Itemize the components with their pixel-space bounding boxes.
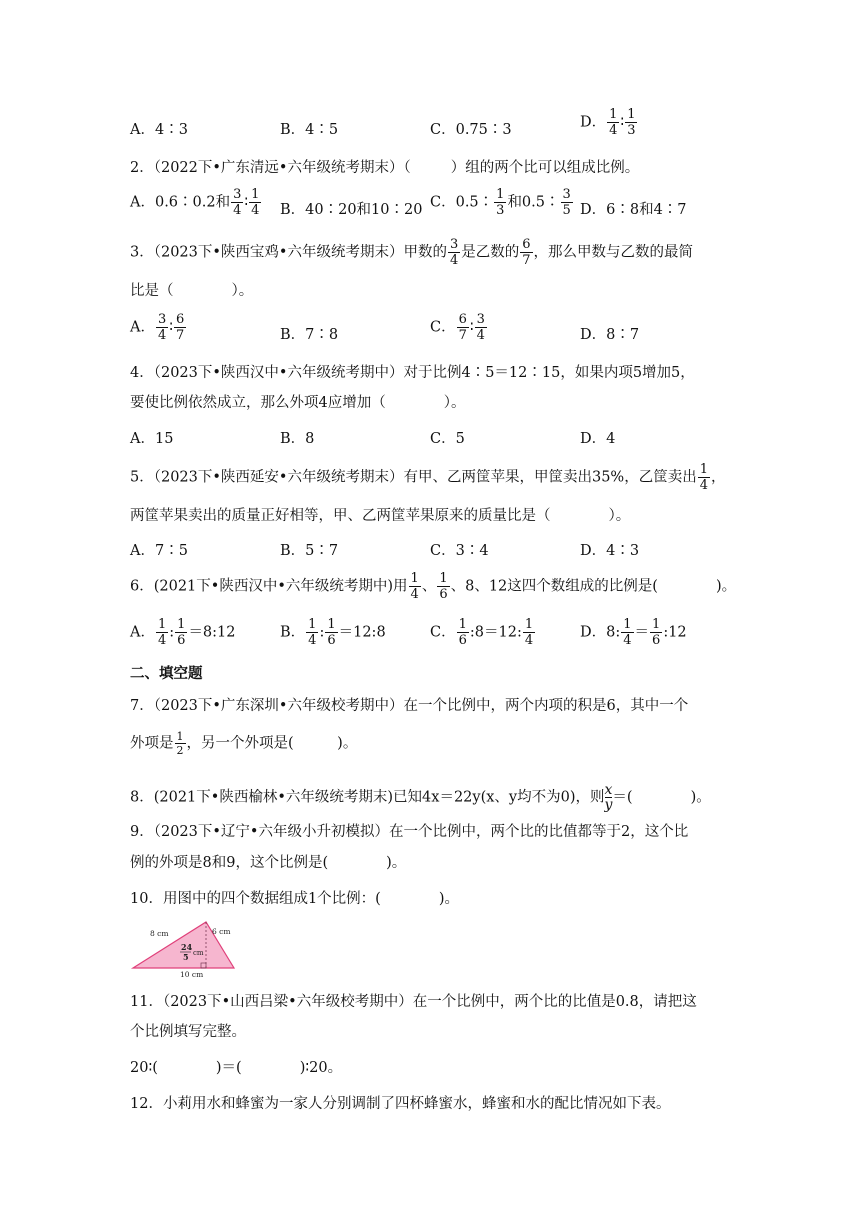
fraction: $\frac{1}{4}$ (157, 617, 167, 648)
q5-option-c: C．3∶4 (430, 543, 489, 559)
fraction: $\frac{1}{4}$ (699, 462, 708, 493)
fraction: $\frac{1}{4}$ (623, 617, 632, 648)
q4-option-c: C．5 (430, 431, 465, 447)
q5-option-d: D．4∶3 (580, 543, 640, 559)
q6-option-c: C． $\frac{1}{6}$ :8＝12: $\frac{1}{4}$ (430, 617, 534, 648)
fraction: $\frac{1}{4}$ (524, 617, 534, 648)
fraction: $\frac{1}{3}$ (496, 187, 505, 218)
q1-option-b (280, 118, 338, 139)
q9-stem-line1: 9．（2023下•辽宁•六年级小升初模拟）在一个比例中，两个比的比值都等于2，这个比 (130, 824, 689, 840)
q11-stem-line3: 20∶( )＝( )∶20。 (130, 1060, 343, 1076)
q6-option-d: D．8: $\frac{1}{4}$ ＝ $\frac{1}{6}$ :12 (580, 617, 687, 648)
q7-stem-line2: 外项是 $\frac{1}{2}$ ，另一个外项是( )。 (130, 730, 358, 757)
q1-option-c (430, 118, 512, 139)
fraction: $\frac{6}{7}$ (458, 312, 467, 343)
fraction: $\frac{1}{6}$ (177, 617, 186, 648)
q2-option-c: C．0.5∶ $\frac{1}{3}$ 和0.5∶ $\frac{3}{5}$ (430, 187, 571, 218)
q4-stem-line2: 要使比例依然成立，那么外项4应增加（ ）。 (130, 395, 466, 411)
q4-stem-line1: 4．（2023下•陕西汉中•六年级统考期中）对于比例4∶5＝12∶15，如果内项5增加5， (130, 365, 695, 381)
q10-stem: 10．用图中的四个数据组成1个比例：( )。 (130, 891, 459, 907)
fraction-x-over-y: $\frac{x}{y}$ (604, 782, 613, 813)
option-text: B．4∶5 (280, 122, 339, 138)
fraction: $\frac{1}{4}$ (410, 571, 419, 602)
fraction: $\frac{1}{6}$ (458, 617, 467, 648)
q1-option-d: D． $\frac{1}{4}$ ∶ $\frac{1}{3}$ (580, 107, 636, 138)
q7-stem-line1: 7．（2023下•广东深圳•六年级校考期中）在一个比例中，两个内项的积是6，其中一个 (130, 698, 689, 714)
option-prefix: D． (580, 114, 607, 131)
label-height-unit: cm (193, 949, 204, 957)
q11-stem-line1: 11．（2023下•山西吕梁•六年级校考期中）在一个比例中，两个比的比值是0.8，请把这 (130, 994, 697, 1010)
fraction: $\frac{1}{6}$ (652, 617, 661, 648)
label-left-side: 8 cm (150, 929, 169, 938)
q2-stem: 2．（2022下•广东清远•六年级统考期末）（ ）组的两个比可以组成比例。 (130, 160, 640, 176)
fraction: $\frac{1}{2}$ (176, 730, 184, 757)
q5-option-b: B．5∶7 (280, 543, 339, 559)
q3-option-b: B．7∶8 (280, 327, 339, 343)
q5-option-a: A．7∶5 (130, 543, 188, 559)
q2-option-d: D．6∶8和4∶7 (580, 202, 687, 218)
q5-stem-line1: 5．（2023下•陕西延安•六年级统考期末）有甲、乙两筐苹果，甲筐卖出35%，乙筐卖出 $\frac{1}{4}$ ， (130, 462, 726, 493)
fraction: $\frac{1}{4}$ (308, 617, 317, 648)
label-height-num: 24 (181, 942, 193, 952)
fraction: $\frac{6}{7}$ (176, 312, 185, 343)
fraction: $\frac{1}{4}$ (609, 107, 618, 138)
q3-stem-line2: 比是（ ）。 (130, 283, 254, 299)
q2-option-b: B．40∶20和10∶20 (280, 202, 423, 218)
fraction: $\frac{1}{3}$ (627, 107, 636, 138)
q9-stem-line2: 例的外项是8和9，这个比例是( )。 (130, 855, 407, 871)
q12-stem: 12．小莉用水和蜂蜜为一家人分别调制了四杯蜂蜜水，蜂蜜和水的配比情况如下表。 (130, 1096, 671, 1112)
label-base: 10 cm (180, 970, 204, 978)
fraction: $\frac{3}{4}$ (476, 312, 485, 343)
fraction: $\frac{1}{4}$ (251, 187, 260, 218)
option-text: A．4∶3 (130, 122, 188, 138)
option-text: C．0.75∶3 (430, 122, 512, 138)
fraction: $\frac{3}{4}$ (449, 237, 459, 268)
q4-option-a: A．15 (130, 431, 174, 447)
q4-option-d: D．4 (580, 431, 616, 447)
q3-option-d: D．8∶7 (580, 327, 640, 343)
q6-option-b: B． $\frac{1}{4}$ : $\frac{1}{6}$ ＝12:8 (280, 617, 386, 648)
q3-option-a: A． $\frac{3}{4}$ ∶ $\frac{6}{7}$ (130, 312, 185, 343)
q8-stem: 8．(2021下•陕西榆林•六年级统考期末)已知4x＝22y(x、y均不为0)，则 $\frac{x}{y}$ ＝( )。 (130, 782, 711, 813)
q6-option-a: A． $\frac{1}{4}$ : $\frac{1}{6}$ ＝8:12 (130, 617, 236, 648)
label-right-side: 6 cm (212, 927, 231, 936)
section-heading: 二、填空题 (130, 666, 203, 682)
fraction: $\frac{3}{5}$ (562, 187, 571, 218)
triangle-figure (130, 916, 238, 978)
q4-option-b: B．8 (280, 431, 315, 447)
fraction: $\frac{1}{6}$ (327, 617, 336, 648)
fraction: $\frac{3}{4}$ (157, 312, 167, 343)
q3-stem-line1: 3．（2023下•陕西宝鸡•六年级统考期末）甲数的 $\frac{3}{4}$ 是乙数的 $\frac{6}{7}$ ，那么甲数与乙数的最简 (130, 237, 694, 268)
q11-stem-line2: 个比例填写完整。 (130, 1024, 246, 1040)
fraction: $\frac{3}{4}$ (233, 187, 242, 218)
q5-stem-line2: 两筐苹果卖出的质量正好相等，甲、乙两筐苹果原来的质量比是（ ）。 (130, 508, 631, 524)
fraction: $\frac{6}{7}$ (522, 237, 531, 268)
q1-option-a (130, 118, 188, 139)
fraction: $\frac{1}{6}$ (439, 571, 448, 602)
q2-option-a: A．0.6∶0.2和 $\frac{3}{4}$ ∶ $\frac{1}{4}$ (130, 187, 260, 218)
label-height-den: 5 (183, 952, 189, 962)
q3-option-c: C． $\frac{6}{7}$ ∶ $\frac{3}{4}$ (430, 312, 485, 343)
q6-stem: 6．(2021下•陕西汉中•六年级统考期中)用 $\frac{1}{4}$ 、 $\frac{1}{6}$ 、8、12这四个数组成的比例是( )。 (130, 571, 737, 602)
